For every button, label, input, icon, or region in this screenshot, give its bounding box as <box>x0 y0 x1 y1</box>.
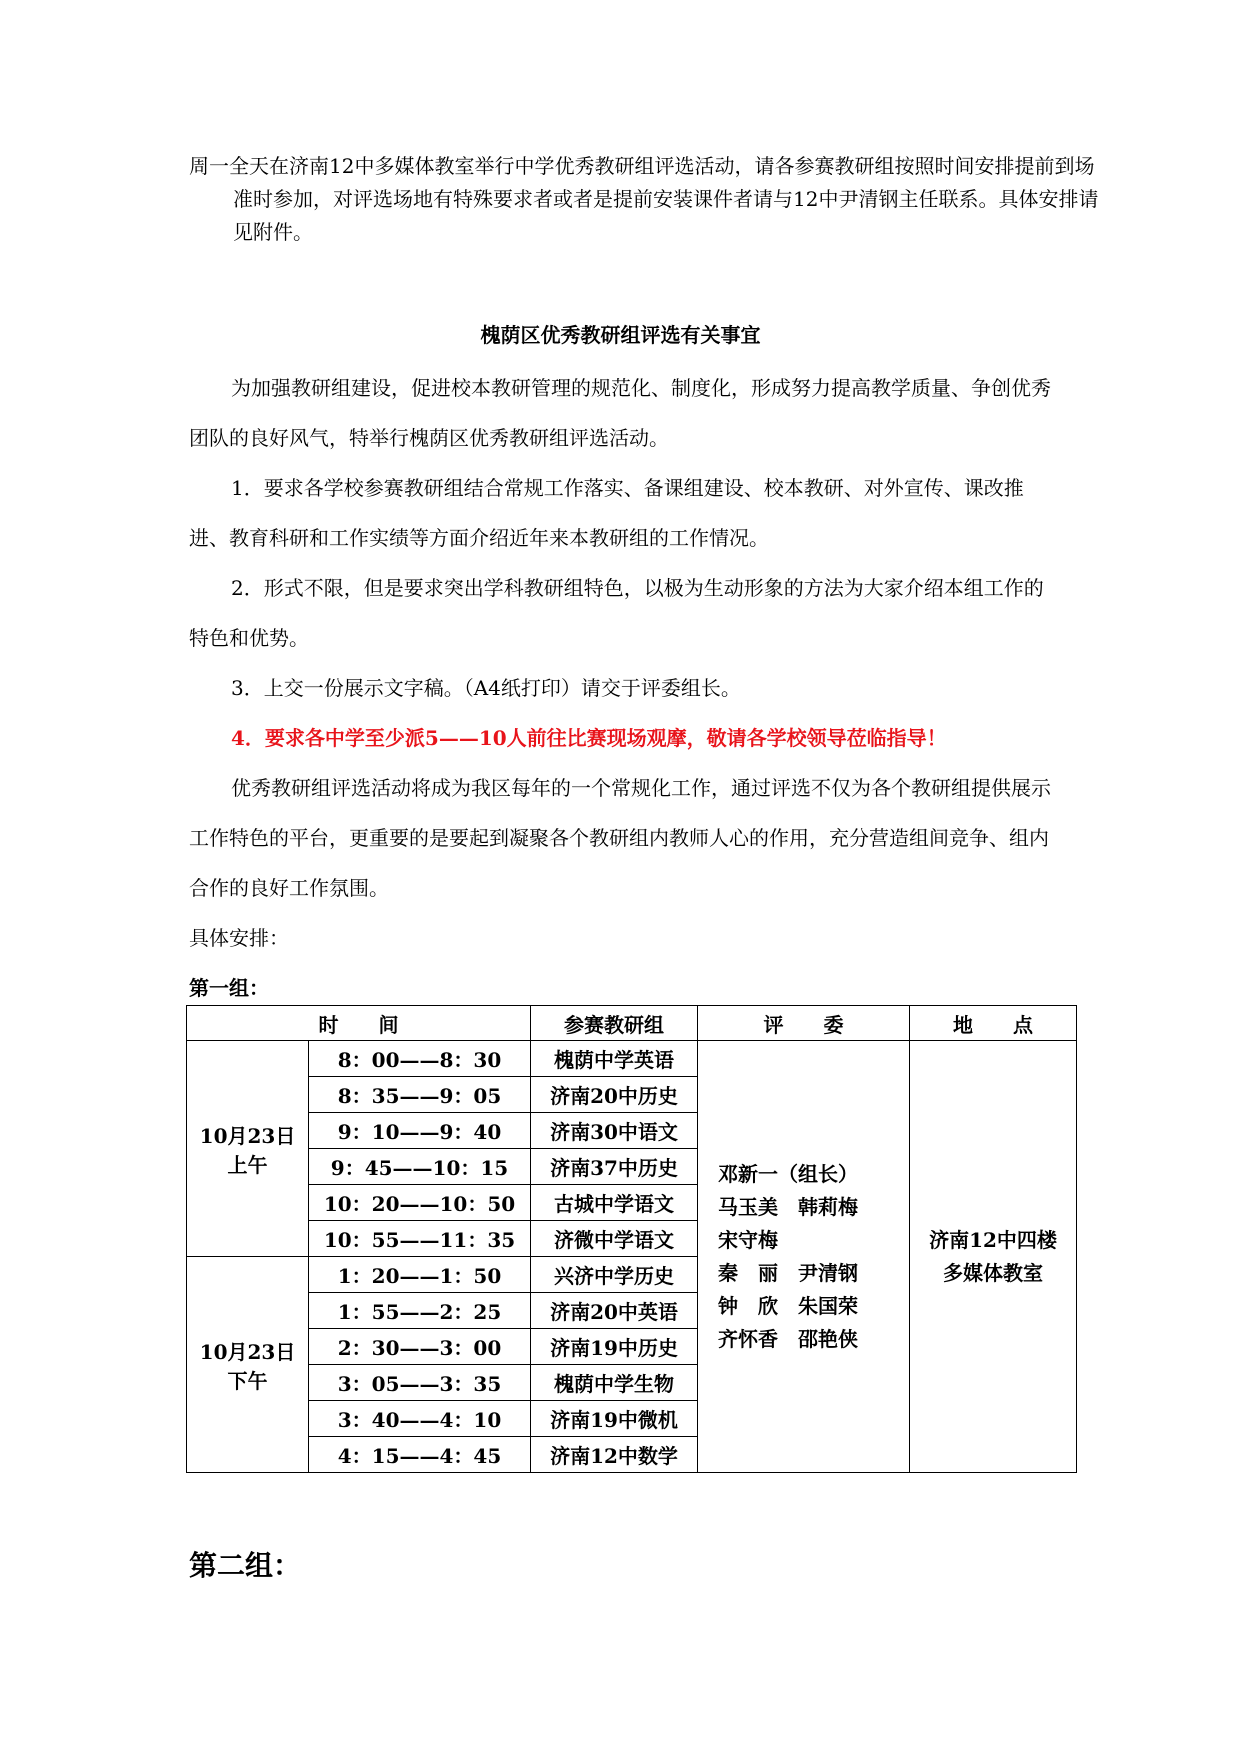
team-cell: 济南30中语文 <box>531 1113 698 1149</box>
header-judges: 评 委 <box>698 1006 910 1041</box>
judges-cell <box>698 1041 910 1473</box>
time-cell: 1：20——1：50 <box>309 1257 531 1293</box>
team-cell: 济微中学语文 <box>531 1221 698 1257</box>
paragraph-schedule-intro: 具体安排： <box>189 926 289 950</box>
header-team: 参赛教研组 <box>531 1006 698 1041</box>
morning-period: 上午 <box>227 1152 268 1177</box>
paragraph-requirement-2: 2．形式不限，但是要求突出学科教研组特色，以极为生动形象的方法为大家介绍本组工作的特色和优势。 <box>189 576 1044 650</box>
time-cell: 3：40——4：10 <box>309 1401 531 1437</box>
morning-date-cell <box>187 1041 309 1257</box>
paragraph-conclusion: 优秀教研组评选活动将成为我区每年的一个常规化工作，通过评选不仅为各个教研组提供展示工作特色的平台，更重要的是要起到凝聚各个教研组内教师人心的作用，充分营造组间竞争、组内合作的良好工作氛围。 <box>189 776 1051 900</box>
place-cell <box>910 1041 1077 1473</box>
header-time: 时 间 <box>187 1006 531 1041</box>
time-cell: 2：30——3：00 <box>309 1329 531 1365</box>
schedule-table <box>186 1005 1077 1473</box>
team-cell: 槐荫中学生物 <box>531 1365 698 1401</box>
document-body <box>189 363 1063 963</box>
team-cell: 济南19中历史 <box>531 1329 698 1365</box>
table-header-row <box>187 1006 1077 1041</box>
time-cell: 9：45——10：15 <box>309 1149 531 1185</box>
time-cell: 8：00——8：30 <box>309 1041 531 1077</box>
team-cell: 济南12中数学 <box>531 1437 698 1473</box>
afternoon-date: 10月23日 <box>199 1339 296 1364</box>
team-cell: 济南19中微机 <box>531 1401 698 1437</box>
paragraph-requirement-1: 1．要求各学校参赛教研组结合常规工作落实、备课组建设、校本教研、对外宣传、课改推进、教育科研和工作实绩等方面介绍近年来本教研组的工作情况。 <box>189 476 1024 550</box>
judge-line: 齐怀香 邵艳侠 <box>718 1326 858 1351</box>
team-cell: 济南20中历史 <box>531 1077 698 1113</box>
judge-line: 宋守梅 <box>718 1227 778 1252</box>
time-cell: 9：10——9：40 <box>309 1113 531 1149</box>
afternoon-date-cell <box>187 1257 309 1473</box>
time-cell: 10：55——11：35 <box>309 1221 531 1257</box>
group-1-label: 第一组： <box>189 976 269 1000</box>
paragraph-requirement-3: 3．上交一份展示文字稿。（A4纸打印）请交于评委组长。 <box>231 676 741 700</box>
team-cell: 济南20中英语 <box>531 1293 698 1329</box>
team-cell: 古城中学语文 <box>531 1185 698 1221</box>
morning-date: 10月23日 <box>199 1123 296 1148</box>
paragraph-requirement-4: 4．要求各中学至少派5——10人前往比赛现场观摩，敬请各学校领导莅临指导！ <box>231 726 947 750</box>
place-line-2: 多媒体教室 <box>943 1260 1043 1285</box>
time-cell: 1：55——2：25 <box>309 1293 531 1329</box>
header-place: 地 点 <box>910 1006 1077 1041</box>
afternoon-period: 下午 <box>227 1368 268 1393</box>
team-cell: 济南37中历史 <box>531 1149 698 1185</box>
table-row <box>187 1041 1077 1077</box>
group-2-label: 第二组： <box>189 1549 302 1582</box>
time-cell: 3：05——3：35 <box>309 1365 531 1401</box>
document-title: 槐荫区优秀教研组评选有关事宜 <box>480 323 761 347</box>
judge-line: 邓新一（组长） <box>718 1161 858 1186</box>
place-line-1: 济南12中四楼 <box>929 1227 1057 1252</box>
time-cell: 8：35——9：05 <box>309 1077 531 1113</box>
judge-line: 马玉美 韩莉梅 <box>718 1194 858 1219</box>
time-cell: 10：20——10：50 <box>309 1185 531 1221</box>
team-cell: 兴济中学历史 <box>531 1257 698 1293</box>
team-cell: 槐荫中学英语 <box>531 1041 698 1077</box>
time-cell: 4：15——4：45 <box>309 1437 531 1473</box>
intro-paragraph: 周一全天在济南12中多媒体教室举行中学优秀教研组评选活动，请各参赛教研组按照时间安排提前到场准时参加，对评选场地有特殊要求者或者是提前安装课件者请与12中尹清钢主任联系。具体安排请见附件。 <box>189 154 1099 244</box>
judge-line: 钟 欣 朱国荣 <box>718 1293 858 1318</box>
judge-line: 秦 丽 尹清钢 <box>718 1260 858 1285</box>
paragraph-purpose: 为加强教研组建设，促进校本教研管理的规范化、制度化，形成努力提高教学质量、争创优秀团队的良好风气，特举行槐荫区优秀教研组评选活动。 <box>189 376 1051 450</box>
